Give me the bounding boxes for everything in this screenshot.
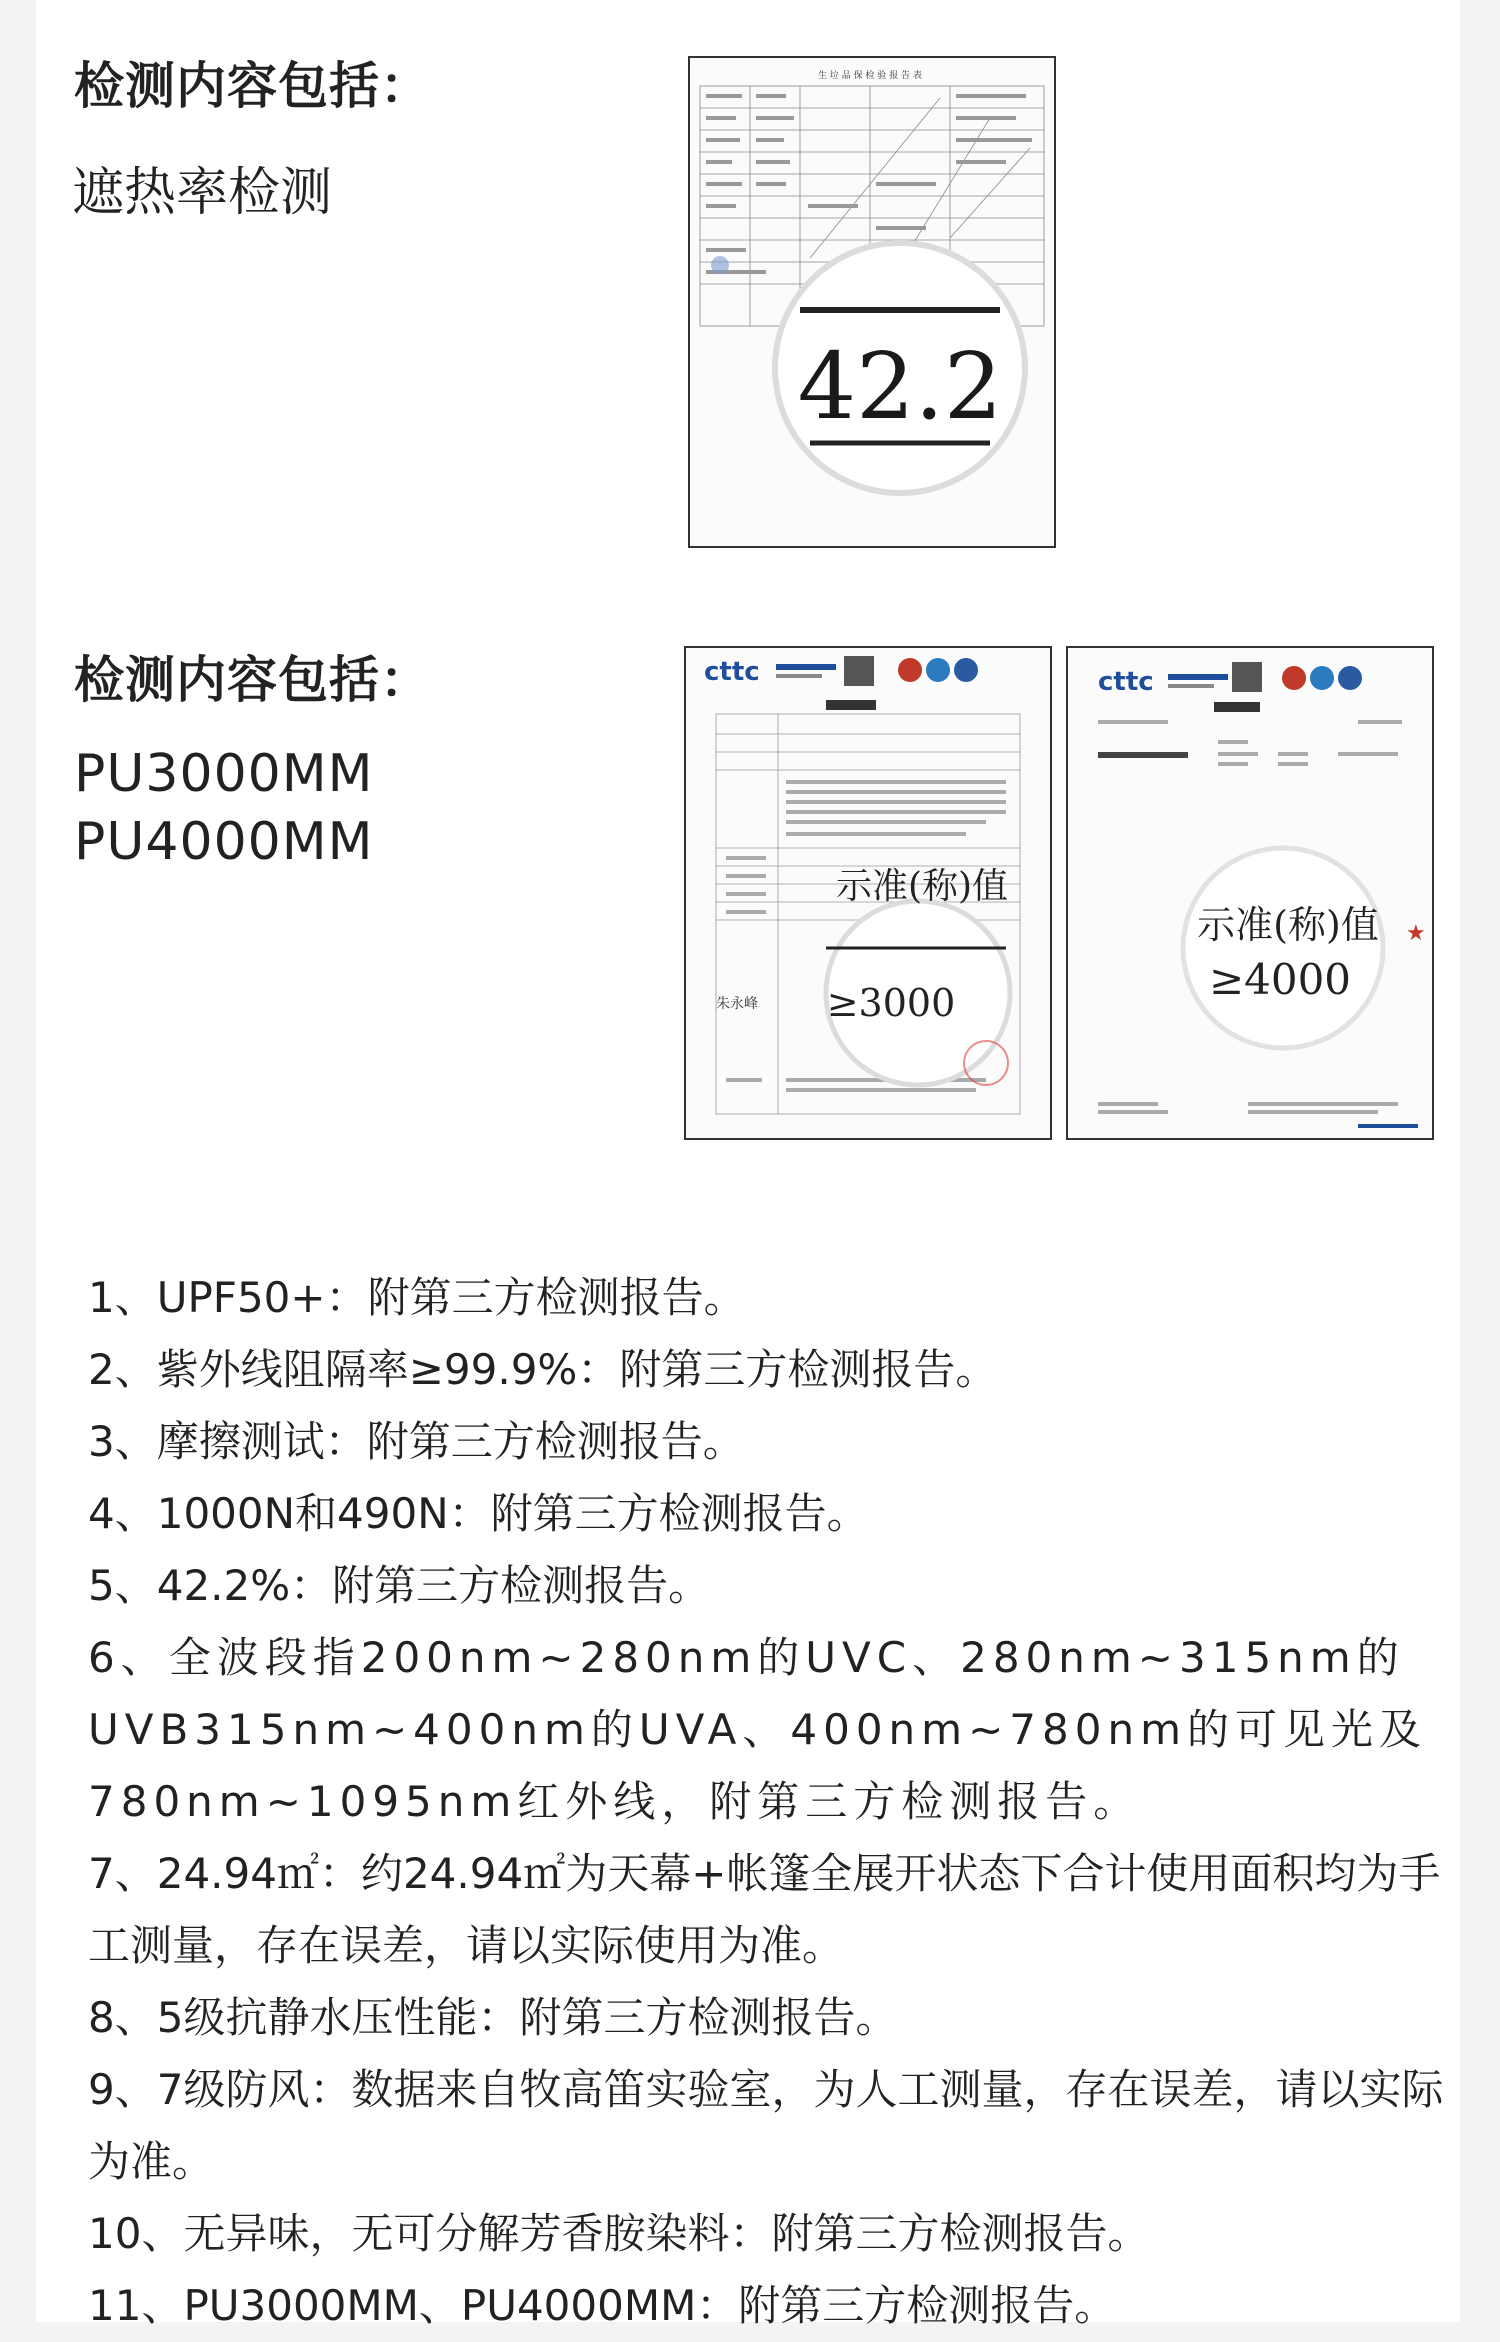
list-item: 6、全波段指200nm~280nm的UVC、280nm~315nm的UVB315nm~400nm的UVA、400nm~780nm的可见光及780nm~1095nm红外线，附第三方检测报告。 [88,1633,1427,1826]
list-item: 11、PU3000MM、PU4000MM：附第三方检测报告。 [88,2281,1117,2330]
pu3000-report-image [684,646,1052,1140]
model-2: PU4000MM [74,812,374,872]
content-page [36,0,1460,2330]
red-star-icon: ★ [1406,921,1426,946]
list-item: 4、1000N和490N：附第三方检测报告。 [88,1489,869,1538]
list-item: 2、紫外线阻隔率≥99.9%：附第三方检测报告。 [88,1345,998,1394]
heat-shield-report-image [688,56,1056,548]
list-item: 10、无异味，无可分解芳香胺染料：附第三方检测报告。 [88,2209,1150,2258]
model-1: PU3000MM [74,744,374,804]
list-item: 1、UPF50+：附第三方检测报告。 [88,1273,746,1322]
magnified-label: 示准(称)值 [835,866,1009,907]
section1-subtitle: 遮热率检测 [72,163,333,223]
notes-list [88,1262,1468,2342]
magnified-value: ≥3000 [826,981,956,1025]
list-item: 3、摩擦测试：附第三方检测报告。 [88,1417,745,1466]
magnified-label: 示准(称)值 [1197,903,1379,947]
cttc-logo: cttc [1098,667,1154,697]
list-item: 5、42.2%：附第三方检测报告。 [88,1561,711,1610]
report-header: 生 垃 品 保 检 验 报 告 表 [818,71,922,81]
signature: 朱永峰 [716,996,758,1012]
section2-heading: 检测内容包括： [74,651,431,709]
magnified-value: ≥4000 [1208,955,1352,1004]
section1-heading: 检测内容包括： [74,57,431,115]
list-item: 8、5级抗静水压性能：附第三方检测报告。 [88,1993,898,2042]
pu4000-report-image [1066,646,1434,1140]
list-item: 7、24.94㎡：约24.94㎡为天幕+帐篷全展开状态下合计使用面积均为手工测量，存在误差，请以实际使用为准。 [88,1849,1441,1970]
list-item: 9、7级防风：数据来自牧高笛实验室，为人工测量，存在误差，请以实际为准。 [88,2065,1444,2186]
magnified-value: 42.2 [797,333,1003,440]
cttc-logo: cttc [704,657,760,687]
